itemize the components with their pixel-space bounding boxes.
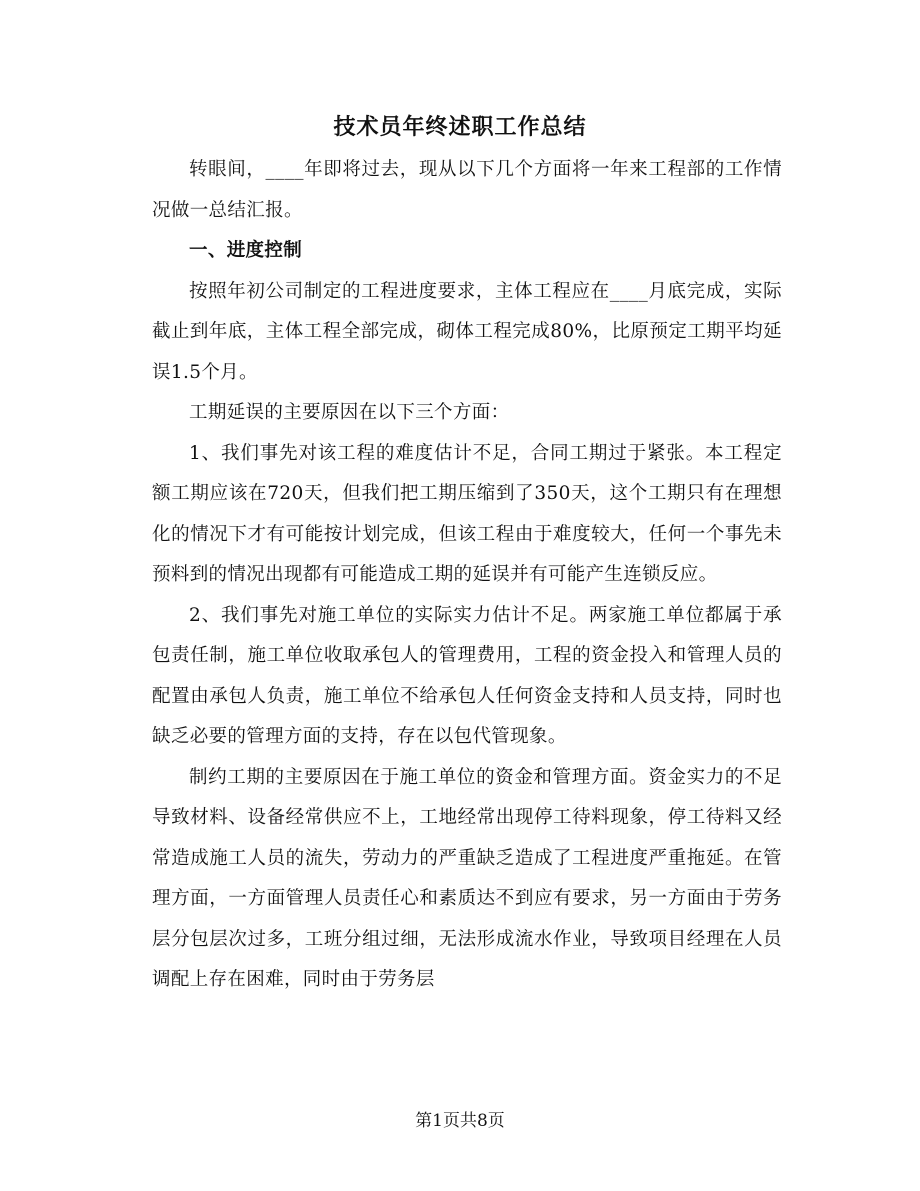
page-number: 第1页共8页 xyxy=(415,1111,505,1131)
progress-paragraph: 按照年初公司制定的工程进度要求，主体工程应在____月底完成，实际截止到年底，主体工程全部完成，砌体工程完成80%，比原预定工期平均延误1.5个月。 xyxy=(152,280,782,383)
intro-paragraph: 转眼间，____年即将过去，现从以下几个方面将一年来工程部的工作情况做一总结汇报。 xyxy=(152,159,782,221)
reason-item-2: 2、我们事先对施工单位的实际实力估计不足。两家施工单位都属于承包责任制，施工单位收取承包人的管理费用，工程的资金投入和管理人员的配置由承包人负责，施工单位不给承包人任何资金支持和人员支持，同时也缺乏必要的管理方面的支持，存在以包代管现象。 xyxy=(152,604,782,747)
reason-item-1: 1、我们事先对该工程的难度估计不足，合同工期过于紧张。本工程定额工期应该在720天，但我们把工期压缩到了350天，这个工期只有在理想化的情况下才有可能按计划完成，但该工程由于难度较大，任何一个事先未预料到的情况出现都有可能造成工期的延误并有可能产生连锁反应。 xyxy=(152,442,782,585)
document-title: 技术员年终述职工作总结 xyxy=(333,114,587,140)
delay-reasons-intro: 工期延误的主要原因在以下三个方面： xyxy=(189,402,510,423)
document-body xyxy=(152,150,782,1001)
section-heading-progress-control: 一、进度控制 xyxy=(189,240,303,261)
constraint-paragraph: 制约工期的主要原因在于施工单位的资金和管理方面。资金实力的不足导致材料、设备经常供应不上，工地经常出现停工待料现象，停工待料又经常造成施工人员的流失，劳动力的严重缺乏造成了工程进度严重拖延。在管理方面，一方面管理人员责任心和素质达不到应有要求，另一方面由于劳务层分包层次过多，工班分组过细，无法形成流水作业，导致项目经理在人员调配上存在困难，同时由于劳务层 xyxy=(152,766,782,990)
